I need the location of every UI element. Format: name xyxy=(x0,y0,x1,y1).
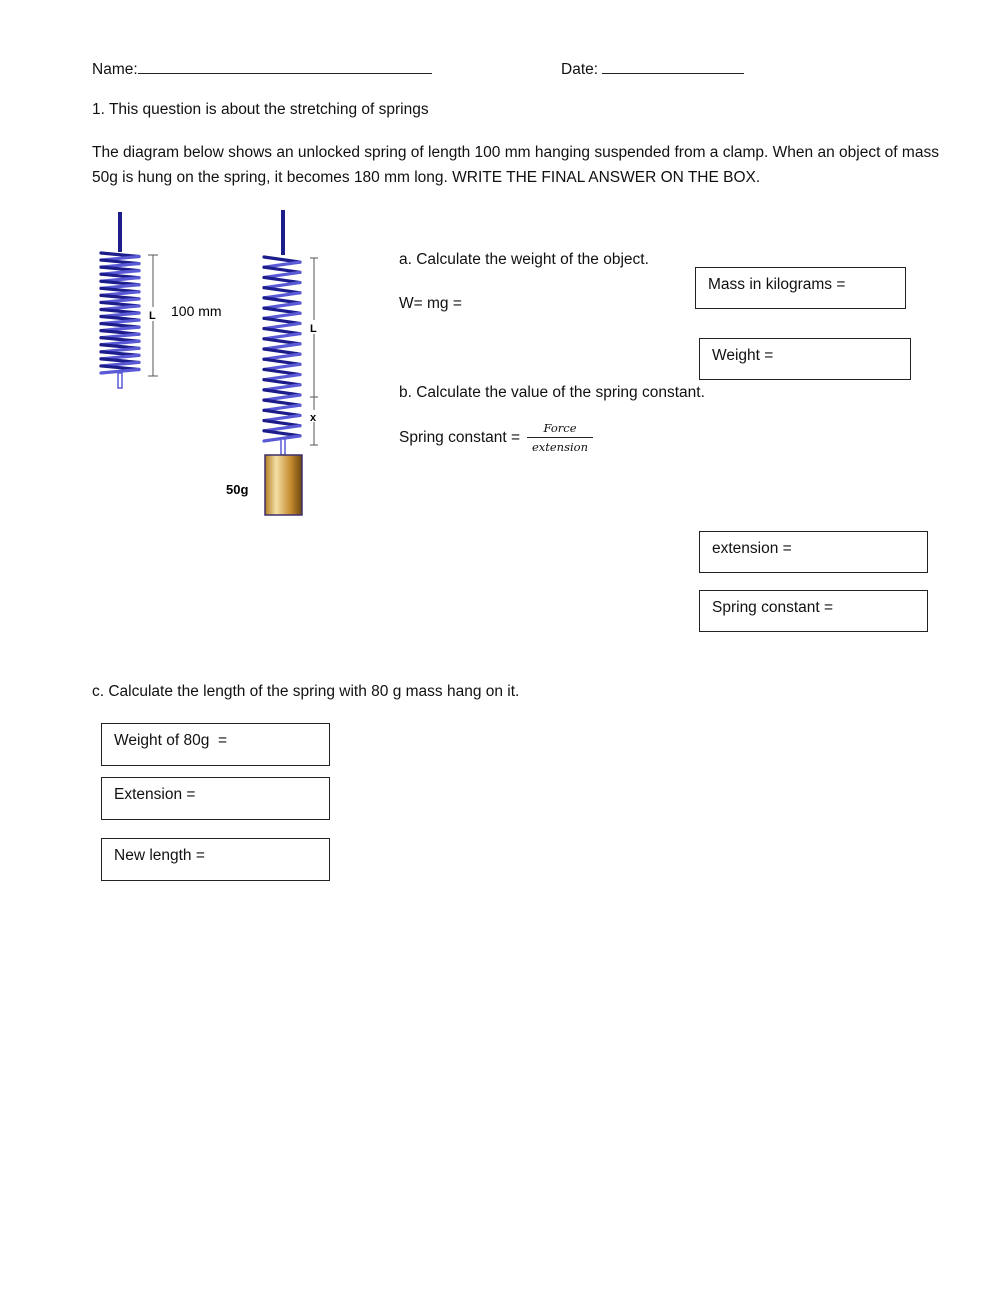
spring-coils-right xyxy=(264,257,300,441)
question-intro: The diagram below shows an unlocked spring of length 100 mm hanging suspended from a clamp. When an object of mass 50g is hung on the spring, it becomes 180 mm long. WRITE THE FINAL ANSWER ON THE BOX. xyxy=(92,144,939,186)
mass-kg-label: Mass in kilograms = xyxy=(708,276,846,293)
spring-coils-left xyxy=(101,253,139,373)
weight-label: Weight = xyxy=(712,347,774,364)
mass-weight xyxy=(265,455,302,515)
date-label: Date: xyxy=(561,61,599,78)
extension-80g-label: Extension = xyxy=(114,786,196,803)
unloaded-spring xyxy=(101,212,139,388)
part-a-prompt: a. Calculate the weight of the object. xyxy=(399,251,649,268)
spring-constant-formula-prefix: Spring constant = xyxy=(399,429,521,446)
fraction-numerator: Force xyxy=(527,421,593,438)
part-b-prompt: b. Calculate the value of the spring constant. xyxy=(399,384,705,401)
length-dimension-right xyxy=(309,258,319,445)
name-field[interactable] xyxy=(92,59,432,79)
weight-80g-label: Weight of 80g = xyxy=(114,732,228,749)
new-length-label: New length = xyxy=(114,847,205,864)
length-dimension-left xyxy=(147,255,159,376)
part-a-formula: W= mg = xyxy=(399,295,462,312)
weight-answer-box[interactable] xyxy=(699,338,911,380)
extension-label: extension = xyxy=(712,540,792,557)
spring-constant-answer-box[interactable] xyxy=(699,590,928,632)
clamp-rod-left xyxy=(118,212,122,252)
part-c-prompt: c. Calculate the length of the spring with 80 g mass hang on it. xyxy=(92,683,520,700)
extension-answer-box[interactable] xyxy=(699,531,928,573)
clamp-rod-right xyxy=(281,210,285,255)
mass-kg-answer-box[interactable] xyxy=(695,267,906,309)
mass-label: 50g xyxy=(226,482,249,497)
date-field[interactable] xyxy=(561,59,744,79)
weight-80g-answer-box[interactable] xyxy=(101,723,330,766)
question-title: 1. This question is about the stretching of springs xyxy=(92,101,429,118)
length-label: 100 mm xyxy=(171,303,222,319)
force-over-extension-fraction xyxy=(527,421,593,454)
x-label: x xyxy=(310,412,317,424)
extension-80g-answer-box[interactable] xyxy=(101,777,330,820)
date-blank-line[interactable] xyxy=(602,59,744,74)
loaded-spring xyxy=(264,210,302,515)
name-label: Name: xyxy=(92,61,138,78)
L-label-right: L xyxy=(310,323,317,335)
L-label-left: L xyxy=(149,310,156,322)
spring-diagram xyxy=(90,205,330,525)
spring-hook-left xyxy=(118,373,122,388)
new-length-answer-box[interactable] xyxy=(101,838,330,881)
fraction-denominator: extension xyxy=(531,440,589,454)
name-blank-line[interactable] xyxy=(138,59,432,74)
spring-hook-right xyxy=(281,439,285,455)
spring-constant-label: Spring constant = xyxy=(712,599,834,616)
